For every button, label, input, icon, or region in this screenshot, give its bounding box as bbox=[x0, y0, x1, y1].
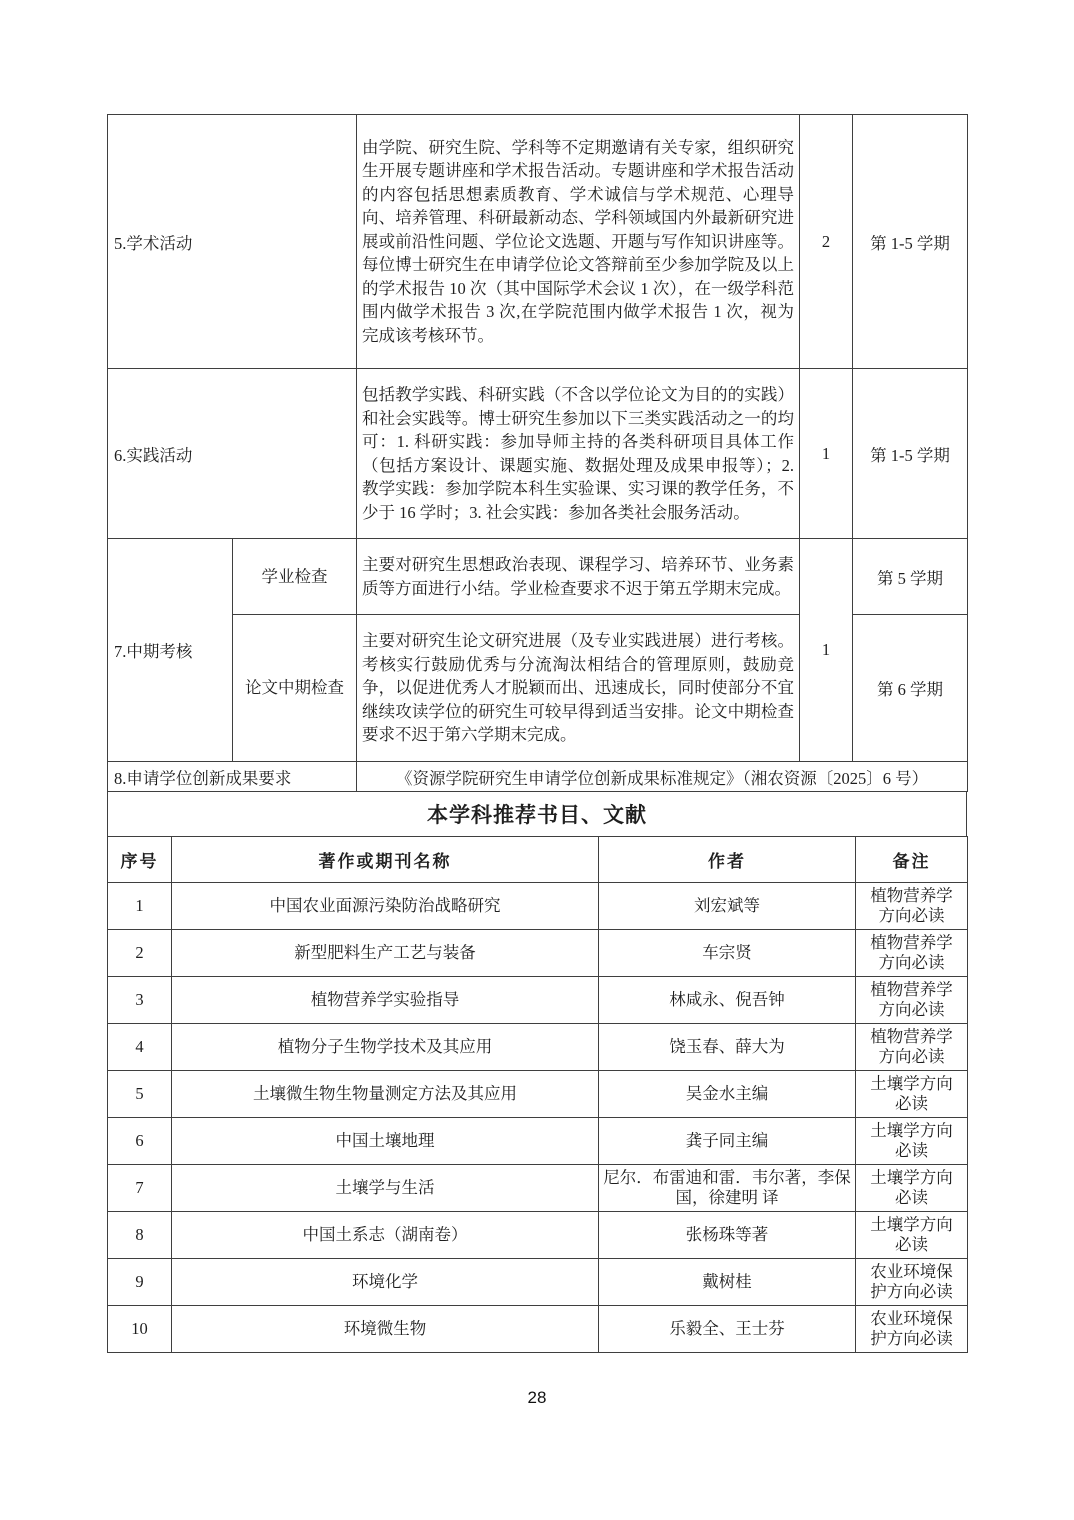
recommended-books-table bbox=[107, 836, 968, 1353]
book-no: 6 bbox=[108, 1118, 172, 1165]
book-title: 环境微生物 bbox=[172, 1306, 599, 1353]
book-title: 中国土系志（湖南卷） bbox=[172, 1212, 599, 1259]
page-number: 28 bbox=[527, 1388, 547, 1407]
thesis-midcheck-semester: 第 6 学期 bbox=[853, 615, 968, 762]
book-no: 8 bbox=[108, 1212, 172, 1259]
book-title: 植物分子生物学技术及其应用 bbox=[172, 1024, 599, 1071]
table-row bbox=[108, 1212, 968, 1259]
book-title: 环境化学 bbox=[172, 1259, 599, 1306]
book-no: 1 bbox=[108, 883, 172, 930]
book-note: 土壤学方向必读 bbox=[856, 1118, 968, 1165]
midterm-credit: 1 bbox=[800, 539, 853, 762]
book-no: 4 bbox=[108, 1024, 172, 1071]
col-header-note: 备注 bbox=[856, 837, 968, 883]
table-row bbox=[108, 1259, 968, 1306]
book-no: 3 bbox=[108, 977, 172, 1024]
col-header-no: 序号 bbox=[108, 837, 172, 883]
book-note: 农业环境保护方向必读 bbox=[856, 1306, 968, 1353]
book-no: 7 bbox=[108, 1165, 172, 1212]
table-row bbox=[108, 1306, 968, 1353]
section-title: 本学科推荐书目、文献 bbox=[107, 792, 967, 836]
book-title: 新型肥料生产工艺与装备 bbox=[172, 930, 599, 977]
book-title: 植物营养学实验指导 bbox=[172, 977, 599, 1024]
book-title: 土壤学与生活 bbox=[172, 1165, 599, 1212]
book-note: 土壤学方向必读 bbox=[856, 1165, 968, 1212]
book-author: 吴金水主编 bbox=[599, 1071, 856, 1118]
practice-activity-content: 包括教学实践、科研实践（不含以学位论文为目的的实践）和社会实践等。博士研究生参加以下三类实践活动之一的均可：1. 科研实践：参加导师主持的各类科研项目具体工作（包括方案设计、课题实施、数据处理及成果申报等）；2. 教学实践：参加学院本科生实验课、实习课的教学任务，不少于 16 学时；3. 社会实践：参加各类社会服务活动。 bbox=[357, 369, 800, 539]
book-no: 5 bbox=[108, 1071, 172, 1118]
book-author: 张杨珠等著 bbox=[599, 1212, 856, 1259]
book-no: 10 bbox=[108, 1306, 172, 1353]
practice-activity-credit: 1 bbox=[800, 369, 853, 539]
book-note: 植物营养学方向必读 bbox=[856, 977, 968, 1024]
table-header-row bbox=[108, 837, 968, 883]
col-header-title: 著作或期刊名称 bbox=[172, 837, 599, 883]
book-author: 戴树桂 bbox=[599, 1259, 856, 1306]
table-row bbox=[108, 883, 968, 930]
book-author: 车宗贤 bbox=[599, 930, 856, 977]
practice-activity-label: 6.实践活动 bbox=[108, 369, 357, 539]
book-note: 土壤学方向必读 bbox=[856, 1212, 968, 1259]
book-author: 饶玉春、薛大为 bbox=[599, 1024, 856, 1071]
table-row bbox=[108, 539, 968, 615]
midterm-assessment-label: 7.中期考核 bbox=[108, 539, 233, 762]
book-note: 植物营养学方向必读 bbox=[856, 883, 968, 930]
innovation-requirement-content: 《资源学院研究生申请学位创新成果标准规定》（湘农资源〔2025〕6 号） bbox=[357, 762, 968, 792]
book-author: 尼尔．布雷迪和雷．韦尔著，李保国，徐建明 译 bbox=[599, 1165, 856, 1212]
book-author: 龚子同主编 bbox=[599, 1118, 856, 1165]
study-check-content: 主要对研究生思想政治表现、课程学习、培养环节、业务素质等方面进行小结。学业检查要求不迟于第五学期末完成。 bbox=[357, 539, 800, 615]
academic-activity-credit: 2 bbox=[800, 115, 853, 369]
book-note: 土壤学方向必读 bbox=[856, 1071, 968, 1118]
training-requirements-table bbox=[107, 114, 968, 792]
book-title: 土壤微生物生物量测定方法及其应用 bbox=[172, 1071, 599, 1118]
document-page bbox=[107, 114, 967, 1353]
table-row bbox=[108, 369, 968, 539]
table-row bbox=[108, 762, 968, 792]
col-header-author: 作者 bbox=[599, 837, 856, 883]
innovation-requirement-label: 8.申请学位创新成果要求 bbox=[108, 762, 357, 792]
book-title: 中国土壤地理 bbox=[172, 1118, 599, 1165]
table-row bbox=[108, 977, 968, 1024]
study-check-semester: 第 5 学期 bbox=[853, 539, 968, 615]
study-check-label: 学业检查 bbox=[233, 539, 357, 615]
table-row bbox=[108, 1118, 968, 1165]
book-no: 9 bbox=[108, 1259, 172, 1306]
table-row bbox=[108, 930, 968, 977]
academic-activity-label: 5.学术活动 bbox=[108, 115, 357, 369]
book-no: 2 bbox=[108, 930, 172, 977]
table-row bbox=[108, 1071, 968, 1118]
table-row bbox=[108, 115, 968, 369]
table-row bbox=[108, 1024, 968, 1071]
book-author: 刘宏斌等 bbox=[599, 883, 856, 930]
academic-activity-semester: 第 1-5 学期 bbox=[853, 115, 968, 369]
book-author: 乐毅全、王士芬 bbox=[599, 1306, 856, 1353]
book-note: 植物营养学方向必读 bbox=[856, 1024, 968, 1071]
thesis-midcheck-content: 主要对研究生论文研究进展（及专业实践进展）进行考核。考核实行鼓励优秀与分流淘汰相结合的管理原则，鼓励竞争，以促进优秀人才脱颖而出、迅速成长，同时使部分不宜继续攻读学位的研究生可较早得到适当安排。论文中期检查要求不迟于第六学期末完成。 bbox=[357, 615, 800, 762]
practice-activity-semester: 第 1-5 学期 bbox=[853, 369, 968, 539]
book-note: 植物营养学方向必读 bbox=[856, 930, 968, 977]
table-row bbox=[108, 1165, 968, 1212]
thesis-midcheck-label: 论文中期检查 bbox=[233, 615, 357, 762]
book-note: 农业环境保护方向必读 bbox=[856, 1259, 968, 1306]
academic-activity-content: 由学院、研究生院、学科等不定期邀请有关专家，组织研究生开展专题讲座和学术报告活动。专题讲座和学术报告活动的内容包括思想素质教育、学术诚信与学术规范、心理导向、培养管理、科研最新动态、学科领域国内外最新研究进展或前沿性问题、学位论文选题、开题与写作知识讲座等。每位博士研究生在申请学位论文答辩前至少参加学院及以上的学术报告 10 次（其中国际学术会议 1 次），在一级学科范围内做学术报告 3 次,在学院范围内做学术报告 1 次，视为完成该考核环节。 bbox=[357, 115, 800, 369]
book-author: 林咸永、倪吾钟 bbox=[599, 977, 856, 1024]
book-title: 中国农业面源污染防治战略研究 bbox=[172, 883, 599, 930]
